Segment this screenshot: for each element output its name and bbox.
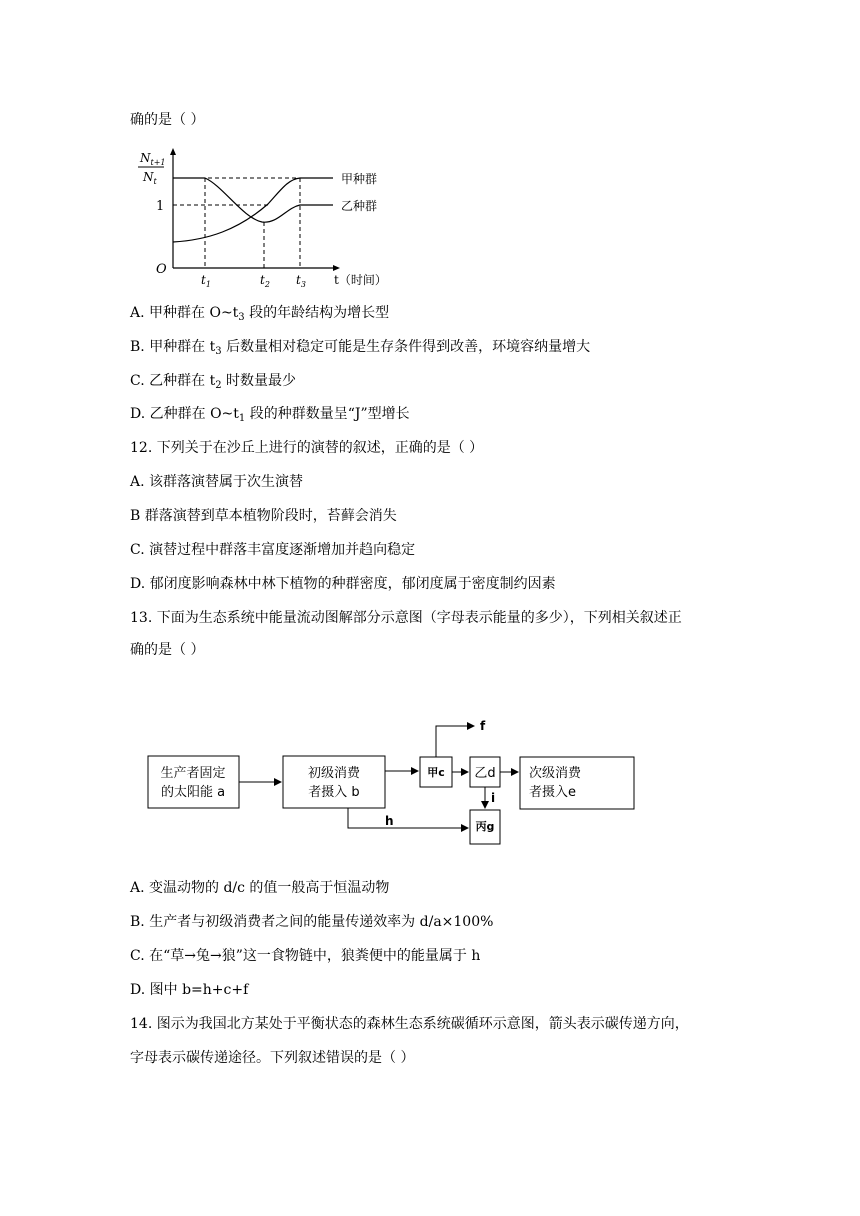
q14-stem-line2: 字母表示碳传递途径。下列叙述错误的是（ ） xyxy=(130,1050,415,1066)
primary-consumer-box xyxy=(283,756,385,808)
legend-jia: 甲种群 xyxy=(341,172,378,186)
curve-jia xyxy=(173,178,333,242)
jia-label: 甲c xyxy=(427,766,445,779)
x-axis-arrow xyxy=(333,265,340,271)
arrow-primary-bing xyxy=(348,808,468,828)
h-label: h xyxy=(385,814,394,828)
y-label-numerator: $N_{t+1}$ xyxy=(140,151,166,167)
y-axis-arrow xyxy=(170,148,176,155)
y-tick-1: 1 xyxy=(156,199,165,214)
q13-stem-line2: 确的是（ ） xyxy=(130,642,205,658)
x-tick-t1: $t_1$ xyxy=(201,273,211,288)
q11-option-c: C. 乙种群在 $t_2$ 时数量最少 xyxy=(130,373,297,391)
q13-option-c: C. 在“草→兔→狼”这一食物链中，狼粪便中的能量属于 h xyxy=(130,948,481,964)
bing-label: 丙g xyxy=(475,820,495,833)
q11-option-d: D. 乙种群在 $O\sim t_1$ 段的种群数量呈“J”型增长 xyxy=(130,406,410,424)
q13-option-b: B. 生产者与初级消费者之间的能量传递效率为 d/a×100% xyxy=(130,914,494,930)
x-tick-t3: $t_3$ xyxy=(296,273,306,288)
q13-energy-flow-diagram xyxy=(140,712,640,848)
q11-option-b: B. 甲种群在 $t_3$ 后数量相对稳定可能是生存条件得到改善，环境容纳量增大 xyxy=(130,339,591,357)
q12-option-a: A. 该群落演替属于次生演替 xyxy=(130,474,304,490)
i-label: i xyxy=(491,791,496,805)
legend-yi: 乙种群 xyxy=(341,199,378,213)
x-axis-label: t（时间） xyxy=(334,273,387,287)
q13-option-a: A. 变温动物的 d/c 的值一般高于恒温动物 xyxy=(130,880,390,896)
arrow-jia-f xyxy=(436,726,474,757)
q12-option-c: C. 演替过程中群落丰富度逐渐增加并趋向稳定 xyxy=(130,542,416,558)
secondary-label-1: 次级消费 xyxy=(529,766,582,781)
y-label-denominator: $N_t$ xyxy=(143,170,157,186)
primary-label-1: 初级消费 xyxy=(307,766,361,781)
x-tick-t2: $t_2$ xyxy=(260,273,270,288)
q11-stem-tail: 确的是（ ） xyxy=(130,112,205,128)
q14-stem-line1: 14. 图示为我国北方某处于平衡状态的森林生态系统碳循环示意图，箭头表示碳传递方向， xyxy=(130,1016,689,1032)
f-label: f xyxy=(480,719,486,733)
q11-option-a: A. 甲种群在 $O\sim t_3$ 段的年龄结构为增长型 xyxy=(130,305,390,323)
primary-label-2: 者摄入 b xyxy=(308,785,360,800)
origin-label: O xyxy=(156,262,167,277)
q12-option-d: D. 郁闭度影响森林中林下植物的种群密度，郁闭度属于密度制约因素 xyxy=(130,576,556,592)
secondary-label-2: 者摄入e xyxy=(529,785,576,800)
q12-option-b: B 群落演替到草本植物阶段时，苔藓会消失 xyxy=(130,508,397,524)
producer-box xyxy=(148,756,239,808)
secondary-consumer-box xyxy=(520,757,634,809)
producer-label-2: 的太阳能 a xyxy=(160,785,226,800)
q11-population-chart xyxy=(128,146,418,288)
q13-option-d: D. 图中 b=h+c+f xyxy=(130,982,249,998)
producer-label-1: 生产者固定 xyxy=(160,766,226,781)
q13-stem-line1: 13. 下面为生态系统中能量流动图解部分示意图（字母表示能量的多少），下列相关叙述正 xyxy=(130,610,682,626)
q12-stem: 12. 下列关于在沙丘上进行的演替的叙述，正确的是（ ） xyxy=(130,440,484,456)
yi-label: 乙d xyxy=(474,766,496,781)
